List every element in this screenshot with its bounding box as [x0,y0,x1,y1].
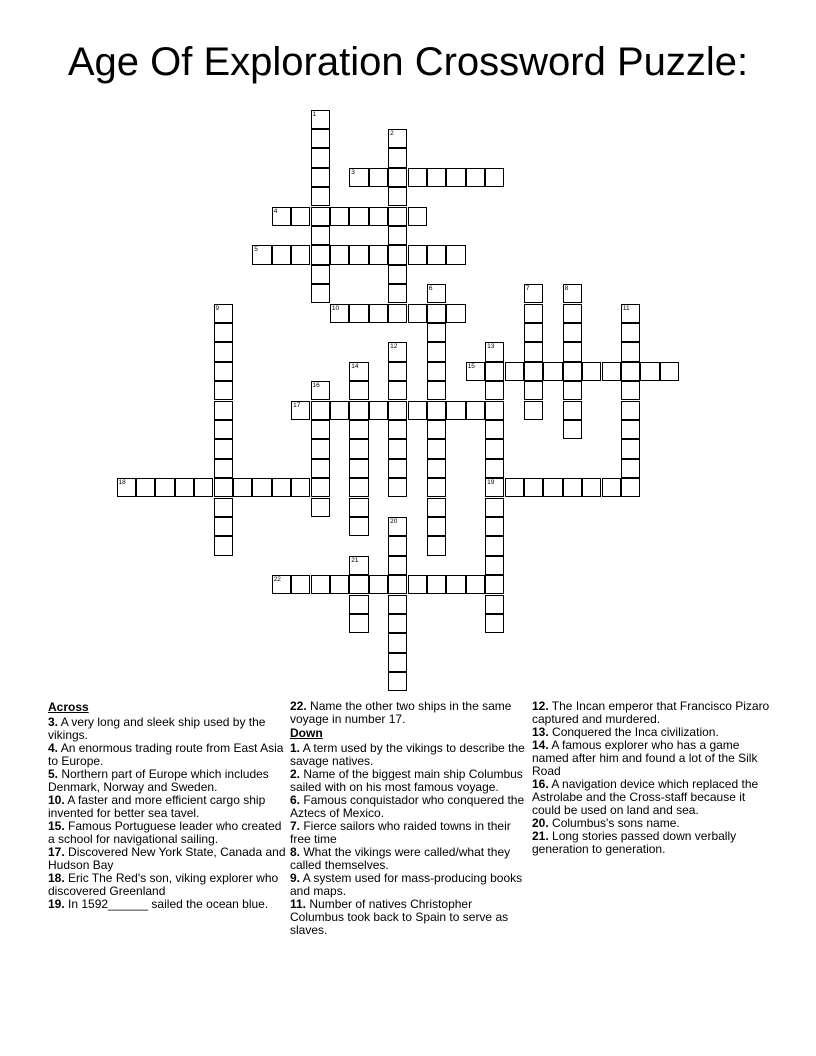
crossword-cell[interactable] [621,362,640,381]
crossword-cell[interactable] [524,284,543,303]
crossword-cell[interactable] [446,304,465,323]
clues-column-1 [48,700,288,911]
crossword-cell[interactable] [214,342,233,361]
down-heading: Down [290,726,323,740]
clue-text: A faster and more efficient cargo ship invented for better sea tavel. [48,793,266,820]
clue-number: 21. [532,829,549,843]
crossword-cell[interactable] [291,245,310,264]
crossword-cell[interactable] [640,362,659,381]
crossword-cell[interactable] [582,362,601,381]
clue-number-label: 15 [467,362,475,370]
clue-text: A navigation device which replaced the Astrolabe and the Cross-staff because it could be used on land and sea. [532,777,759,817]
crossword-cell[interactable] [349,439,368,458]
crossword-cell[interactable] [388,420,407,439]
clue-number-label: 3 [351,168,355,176]
crossword-cell[interactable] [621,459,640,478]
crossword-cell[interactable] [272,575,291,594]
clue-number-label: 11 [622,304,630,312]
clue-text: Discovered New York State, Canada and Hudson Bay [48,845,286,872]
clue-number: 7. [290,819,301,833]
crossword-cell[interactable] [388,478,407,497]
crossword-cell[interactable] [446,401,465,420]
crossword-cell[interactable] [485,575,504,594]
crossword-cell[interactable] [427,420,446,439]
crossword-cell[interactable] [349,401,368,420]
crossword-cell[interactable] [563,420,582,439]
crossword-cell[interactable] [311,401,330,420]
crossword-cell[interactable] [175,478,194,497]
crossword-cell[interactable] [291,575,310,594]
clue-across-4 [48,742,288,768]
crossword-cell[interactable] [349,614,368,633]
crossword-cell[interactable] [214,439,233,458]
crossword-cell[interactable] [427,362,446,381]
crossword-cell[interactable] [388,633,407,652]
crossword-cell[interactable] [427,478,446,497]
crossword-cell[interactable] [388,575,407,594]
crossword-cell[interactable] [427,245,446,264]
clue-number: 14. [532,738,549,752]
clue-number: 5. [48,767,59,781]
crossword-cell[interactable] [291,401,310,420]
clue-text: Long stories passed down verbally generation to generation. [532,829,737,856]
crossword-cell[interactable] [388,672,407,691]
crossword-cell[interactable] [388,401,407,420]
crossword-cell[interactable] [505,362,524,381]
crossword-cell[interactable] [214,478,233,497]
crossword-cell[interactable] [408,304,427,323]
clue-across-10 [48,794,288,820]
clue-number: 15. [48,819,65,833]
crossword-cell[interactable] [349,575,368,594]
crossword-cell[interactable] [485,498,504,517]
crossword-cell[interactable] [369,245,388,264]
crossword-cell[interactable] [388,148,407,167]
crossword-cell[interactable] [524,381,543,400]
clue-number-label: 22 [273,576,281,584]
crossword-cell[interactable] [427,401,446,420]
clue-down-9 [290,872,525,898]
crossword-cell[interactable] [388,342,407,361]
crossword-cell[interactable] [427,342,446,361]
crossword-cell[interactable] [311,245,330,264]
crossword-cell[interactable] [291,207,310,226]
clue-number-label: 7 [525,285,530,293]
clues-column-3 [532,700,772,856]
crossword-cell[interactable] [388,129,407,148]
clue-number: 6. [290,793,301,807]
clue-across-17 [48,846,288,872]
crossword-cell[interactable] [505,478,524,497]
crossword-cell[interactable] [466,168,485,187]
clue-number-label: 8 [564,285,569,293]
clue-text: Famous Portuguese leader who created a school for navigational sailing. [48,819,282,846]
crossword-cell[interactable] [214,401,233,420]
crossword-cell[interactable] [272,478,291,497]
crossword-cell[interactable] [214,498,233,517]
crossword-cell[interactable] [311,148,330,167]
crossword-cell[interactable] [214,323,233,342]
crossword-cell[interactable] [349,595,368,614]
crossword-cell[interactable] [311,498,330,517]
crossword-cell[interactable] [330,304,349,323]
crossword-cell[interactable] [311,226,330,245]
crossword-cell[interactable] [214,459,233,478]
crossword-cell[interactable] [543,478,562,497]
clue-number-label: 12 [390,343,398,351]
crossword-cell[interactable] [621,304,640,323]
crossword-cell[interactable] [349,245,368,264]
clue-text: Columbus's sons name. [548,816,680,830]
clue-text: Northern part of Europe which includes Denmark, Norway and Sweden. [48,767,269,794]
crossword-cell[interactable] [330,401,349,420]
crossword-cell[interactable] [369,207,388,226]
clue-number-label: 13 [487,343,495,351]
clue-down-7 [290,820,525,846]
clue-number: 16. [532,777,549,791]
crossword-cell[interactable] [563,401,582,420]
crossword-cell[interactable] [543,362,562,381]
crossword-cell[interactable] [388,207,407,226]
crossword-cell[interactable] [388,362,407,381]
crossword-cell[interactable] [330,207,349,226]
crossword-cell[interactable] [524,401,543,420]
crossword-cell[interactable] [621,478,640,497]
crossword-cell[interactable] [602,362,621,381]
crossword-cell[interactable] [408,207,427,226]
clue-text: Name the other two ships in the same voyage in number 17. [290,699,512,726]
crossword-cell[interactable] [349,478,368,497]
crossword-cell[interactable] [388,614,407,633]
crossword-cell[interactable] [446,168,465,187]
clue-across-22 [290,700,525,726]
crossword-cell[interactable] [427,168,446,187]
crossword-cell[interactable] [660,362,679,381]
crossword-cell[interactable] [621,439,640,458]
crossword-cell[interactable] [311,110,330,129]
crossword-cell[interactable] [563,323,582,342]
clue-across-5 [48,768,288,794]
crossword-cell[interactable] [408,245,427,264]
clue-number-label: 19 [487,479,495,487]
crossword-cell[interactable] [388,653,407,672]
crossword-cell[interactable] [311,265,330,284]
clue-across-18 [48,872,288,898]
crossword-cell[interactable] [485,342,504,361]
crossword-cell[interactable] [408,401,427,420]
crossword-cell[interactable] [466,401,485,420]
clue-down-21 [532,830,772,856]
crossword-cell[interactable] [427,439,446,458]
crossword-cell[interactable] [485,362,504,381]
crossword-cell[interactable] [388,381,407,400]
crossword-cell[interactable] [621,420,640,439]
crossword-cell[interactable] [388,439,407,458]
clue-down-8 [290,846,525,872]
crossword-cell[interactable] [563,304,582,323]
crossword-cell[interactable] [214,517,233,536]
crossword-cell[interactable] [524,478,543,497]
crossword-grid [117,110,717,700]
page-title: Age Of Exploration Crossword Puzzle: [67,40,749,84]
clue-number-label: 21 [351,556,359,564]
clue-text: Famous conquistador who conquered the Aztecs of Mexico. [290,793,525,820]
crossword-cell[interactable] [388,226,407,245]
clue-text: Conquered the Inca civilization. [548,725,719,739]
clue-number: 13. [532,725,549,739]
crossword-cell[interactable] [485,614,504,633]
clue-number-label: 9 [215,304,220,312]
clue-number: 9. [290,871,301,885]
crossword-cell[interactable] [408,575,427,594]
crossword-cell[interactable] [485,439,504,458]
clue-number-label: 17 [293,401,301,409]
crossword-cell[interactable] [524,323,543,342]
crossword-cell[interactable] [349,362,368,381]
crossword-cell[interactable] [563,381,582,400]
clue-across-3 [48,716,288,742]
clue-text: A very long and sleek ship used by the vikings. [48,715,266,742]
crossword-cell[interactable] [524,304,543,323]
crossword-cell[interactable] [427,575,446,594]
clues-column-2 [290,700,525,937]
crossword-cell[interactable] [155,478,174,497]
clue-number-label: 1 [312,110,317,118]
clue-down-11 [290,898,525,937]
clue-text: Fierce sailors who raided towns in their free time [290,819,511,846]
crossword-cell[interactable] [621,381,640,400]
crossword-cell[interactable] [272,207,291,226]
clue-number-label: 6 [428,285,433,293]
crossword-cell[interactable] [427,381,446,400]
clue-down-16 [532,778,772,817]
clue-number: 1. [290,741,301,755]
crossword-cell[interactable] [214,362,233,381]
clue-number: 11. [290,897,307,911]
crossword-cell[interactable] [427,536,446,555]
crossword-cell[interactable] [485,536,504,555]
crossword-cell[interactable] [466,362,485,381]
clue-text: Eric The Red's son, viking explorer who discovered Greenland [48,871,279,898]
clue-number-label: 20 [390,517,398,525]
clue-text: A system used for mass-producing books and maps. [290,871,523,898]
crossword-cell[interactable] [311,129,330,148]
clue-number-label: 2 [390,129,394,137]
crossword-cell[interactable] [621,342,640,361]
clue-text: A term used by the vikings to describe the savage natives. [290,741,525,768]
crossword-cell[interactable] [349,459,368,478]
crossword-cell[interactable] [311,478,330,497]
crossword-cell[interactable] [427,284,446,303]
crossword-cell[interactable] [485,381,504,400]
clue-number: 22. [290,699,307,713]
crossword-cell[interactable] [369,304,388,323]
clue-text: In 1592______ sailed the ocean blue. [64,897,269,911]
crossword-cell[interactable] [214,304,233,323]
crossword-cell[interactable] [466,575,485,594]
crossword-cell[interactable] [349,498,368,517]
crossword-cell[interactable] [446,245,465,264]
clue-number: 18. [48,871,65,885]
crossword-cell[interactable] [388,517,407,536]
clue-down-1 [290,742,525,768]
crossword-cell[interactable] [349,207,368,226]
crossword-cell[interactable] [388,284,407,303]
clue-number: 12. [532,699,549,713]
crossword-cell[interactable] [252,245,271,264]
crossword-cell[interactable] [485,401,504,420]
crossword-cell[interactable] [311,207,330,226]
crossword-cell[interactable] [369,168,388,187]
crossword-cell[interactable] [485,595,504,614]
clue-text: The Incan emperor that Francisco Pizaro captured and murdered. [532,699,770,726]
clue-number-label: 10 [331,304,340,312]
crossword-cell[interactable] [349,168,368,187]
crossword-cell[interactable] [446,575,465,594]
clue-number: 2. [290,767,301,781]
crossword-cell[interactable] [485,478,504,497]
crossword-cell[interactable] [330,575,349,594]
crossword-cell[interactable] [485,556,504,575]
crossword-cell[interactable] [485,459,504,478]
crossword-cell[interactable] [311,187,330,206]
crossword-cell[interactable] [427,498,446,517]
clue-text: Number of natives Christopher Columbus took back to Spain to serve as slaves. [290,897,509,937]
crossword-cell[interactable] [311,459,330,478]
clue-number: 10. [48,793,65,807]
crossword-cell[interactable] [582,478,601,497]
crossword-cell[interactable] [388,556,407,575]
crossword-cell[interactable] [524,342,543,361]
clue-number-label: 18 [118,479,126,487]
crossword-cell[interactable] [233,478,252,497]
crossword-cell[interactable] [388,168,407,187]
crossword-cell[interactable] [194,478,213,497]
crossword-cell[interactable] [388,459,407,478]
crossword-cell[interactable] [272,245,291,264]
crossword-cell[interactable] [349,517,368,536]
crossword-cell[interactable] [311,575,330,594]
clue-number: 8. [290,845,301,859]
clue-across-15 [48,820,288,846]
clue-number: 20. [532,816,549,830]
clue-down-6 [290,794,525,820]
crossword-cell[interactable] [388,536,407,555]
clue-number: 4. [48,741,59,755]
crossword-cell[interactable] [621,401,640,420]
crossword-cell[interactable] [427,517,446,536]
crossword-cell[interactable] [117,478,136,497]
crossword-cell[interactable] [311,420,330,439]
crossword-cell[interactable] [330,245,349,264]
crossword-cell[interactable] [563,362,582,381]
crossword-cell[interactable] [252,478,271,497]
clue-number: 3. [48,715,59,729]
crossword-cell[interactable] [427,459,446,478]
crossword-cell[interactable] [621,323,640,342]
clue-text: A famous explorer who has a game named after him and found a lot of the Silk Road [532,738,758,778]
crossword-cell[interactable] [427,323,446,342]
crossword-cell[interactable] [563,342,582,361]
crossword-cell[interactable] [524,362,543,381]
crossword-cell[interactable] [485,420,504,439]
crossword-cell[interactable] [369,401,388,420]
crossword-cell[interactable] [388,304,407,323]
crossword-cell[interactable] [311,284,330,303]
crossword-cell[interactable] [602,478,621,497]
crossword-cell[interactable] [388,245,407,264]
crossword-cell[interactable] [311,439,330,458]
crossword-cell[interactable] [388,265,407,284]
crossword-cell[interactable] [214,420,233,439]
clue-number-label: 14 [351,362,359,370]
clue-down-12 [532,700,772,726]
crossword-cell[interactable] [485,168,504,187]
crossword-cell[interactable] [311,168,330,187]
clue-number: 17. [48,845,65,859]
clue-down-2 [290,768,525,794]
crossword-cell[interactable] [408,168,427,187]
crossword-cell[interactable] [388,595,407,614]
crossword-cell[interactable] [563,478,582,497]
crossword-cell[interactable] [349,304,368,323]
clue-across-19 [48,898,288,911]
crossword-cell[interactable] [136,478,155,497]
clue-down-14 [532,739,772,778]
crossword-cell[interactable] [349,556,368,575]
crossword-cell[interactable] [214,381,233,400]
crossword-cell[interactable] [291,478,310,497]
clue-number-label: 5 [254,246,258,254]
crossword-cell[interactable] [369,575,388,594]
crossword-cell[interactable] [563,284,582,303]
clue-number-label: 4 [273,207,278,215]
crossword-cell[interactable] [388,187,407,206]
clue-text: An enormous trading route from East Asia to Europe. [48,741,284,768]
clue-number-label: 16 [312,382,320,390]
crossword-cell[interactable] [311,381,330,400]
crossword-cell[interactable] [485,517,504,536]
clue-text: What the vikings were called/what they called themselves. [290,845,511,872]
clue-number: 19. [48,897,65,911]
crossword-cell[interactable] [427,304,446,323]
crossword-cell[interactable] [349,420,368,439]
across-heading: Across [48,700,89,714]
clue-text: Name of the biggest main ship Columbus sailed with on his most famous voyage. [290,767,523,794]
crossword-cell[interactable] [214,536,233,555]
crossword-cell[interactable] [349,381,368,400]
